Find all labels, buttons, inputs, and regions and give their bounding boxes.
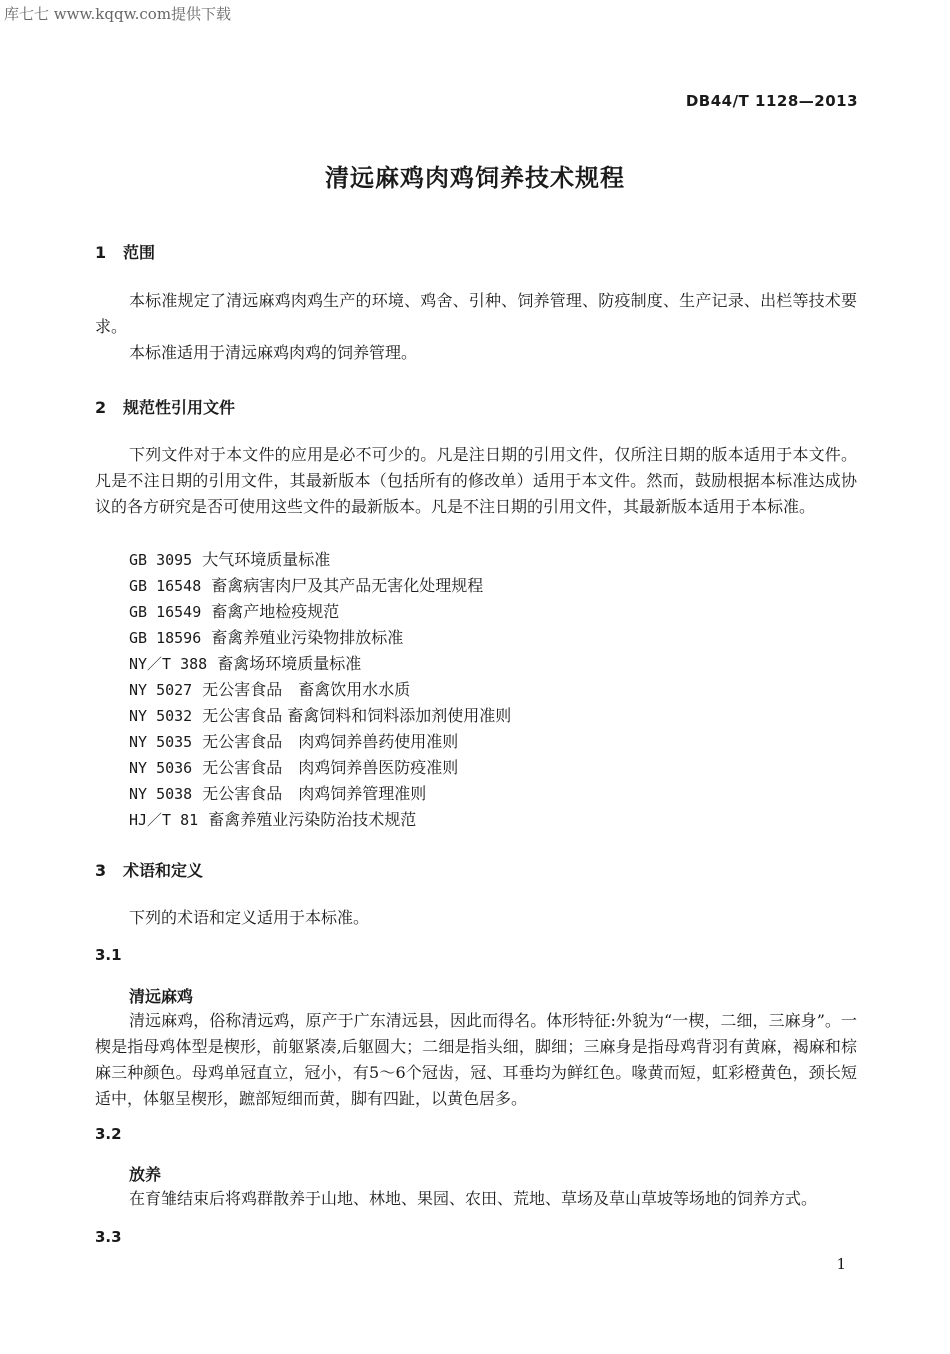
reference-name: 无公害食品 肉鸡饲养兽医防疫准则 <box>202 758 459 777</box>
reference-name: 畜禽养殖业污染防治技术规范 <box>208 810 417 829</box>
reference-code: GB 3095 <box>129 551 193 569</box>
reference-item <box>129 807 416 830</box>
normative-references-paragraph: 下列文件对于本文件的应用是必不可少的。凡是注日期的引用文件，仅所注日期的版本适用于本文件。凡是不注日期的引用文件，其最新版本（包括所有的修改单）适用于本文件。然而，鼓励根据本标准达成协议的各方研究是否可使用这些文件的最新版本。凡是不注日期的引用文件，其最新版本适用于本标准。 <box>95 445 857 516</box>
reference-name: 无公害食品 肉鸡饲养兽药使用准则 <box>202 732 459 751</box>
download-watermark: 库七七 www.kqqw.com提供下载 <box>4 5 232 23</box>
reference-name: 大气环境质量标准 <box>202 550 331 569</box>
reference-item <box>129 651 361 674</box>
reference-name: 无公害食品 肉鸡饲养管理准则 <box>202 784 427 803</box>
reference-item <box>129 729 458 752</box>
reference-name: 畜禽病害肉尸及其产品无害化处理规程 <box>211 576 484 595</box>
document-title: 清远麻鸡肉鸡饲养技术规程 <box>325 164 625 192</box>
reference-code: NY 5036 <box>129 759 193 777</box>
reference-item <box>129 573 483 596</box>
reference-name: 畜禽养殖业污染物排放标准 <box>211 628 404 647</box>
section-3-heading <box>95 858 203 881</box>
reference-code: GB 18596 <box>129 629 202 647</box>
scope-paragraph: 本标准规定了清远麻鸡肉鸡生产的环境、鸡舍、引种、饲养管理、防疫制度、生产记录、出栏等技术要求。 <box>95 291 857 336</box>
reference-code: GB 16548 <box>129 577 202 595</box>
reference-code: NY 5032 <box>129 707 193 725</box>
section-title: 范围 <box>123 243 156 262</box>
section-title: 术语和定义 <box>123 861 204 880</box>
section-number: 1 <box>95 243 107 262</box>
standard-code: DB44/T 1128—2013 <box>685 92 858 110</box>
term-definition: 在育雏结束后将鸡群散养于山地、林地、果园、农田、荒地、草场及草山草坡等场地的饲养方式。 <box>129 1189 818 1208</box>
term-definition: 清远麻鸡，俗称清远鸡，原产于广东清远县，因此而得名。体形特征:外貌为“一楔，二细，三麻身”。一楔是指母鸡体型是楔形，前躯紧凑,后躯圆大；二细是指头细，脚细；三麻身是指母鸡背羽有黄麻，褐麻和棕麻三种颜色。母鸡单冠直立，冠小，有5～6个冠齿，冠、耳垂均为鲜红色。喙黄而短，虹彩橙黄色，颈长短适中，体躯呈楔形，蹠部短细而黄，脚有四趾，以黄色居多。 <box>95 1011 857 1108</box>
reference-code: NY／T 388 <box>129 655 208 673</box>
term-name: 清远麻鸡 <box>129 987 194 1006</box>
reference-code: GB 16549 <box>129 603 202 621</box>
term-number: 3.3 <box>95 1228 122 1246</box>
reference-item <box>129 625 403 648</box>
reference-code: NY 5027 <box>129 681 193 699</box>
section-2-heading <box>95 395 235 418</box>
reference-item <box>129 547 330 570</box>
section-1-heading <box>95 240 155 263</box>
page-number: 1 <box>836 1255 846 1273</box>
reference-item <box>129 755 458 778</box>
reference-name: 无公害食品 畜禽饲料和饲料添加剂使用准则 <box>202 706 512 725</box>
reference-item <box>129 781 426 804</box>
reference-name: 无公害食品 畜禽饮用水水质 <box>202 680 411 699</box>
section-title: 规范性引用文件 <box>123 398 236 417</box>
reference-code: NY 5038 <box>129 785 193 803</box>
reference-code: NY 5035 <box>129 733 193 751</box>
reference-name: 畜禽场环境质量标准 <box>217 654 362 673</box>
term-number: 3.2 <box>95 1125 122 1143</box>
reference-item <box>129 599 339 622</box>
scope-applicability-paragraph: 本标准适用于清远麻鸡肉鸡的饲养管理。 <box>129 343 418 362</box>
reference-item <box>129 677 410 700</box>
terms-intro-paragraph: 下列的术语和定义适用于本标准。 <box>129 908 370 927</box>
term-number: 3.1 <box>95 946 122 964</box>
reference-code: HJ／T 81 <box>129 811 199 829</box>
term-name: 放养 <box>129 1165 162 1184</box>
section-number: 3 <box>95 861 107 880</box>
reference-name: 畜禽产地检疫规范 <box>211 602 340 621</box>
section-number: 2 <box>95 398 107 417</box>
reference-item <box>129 703 511 726</box>
